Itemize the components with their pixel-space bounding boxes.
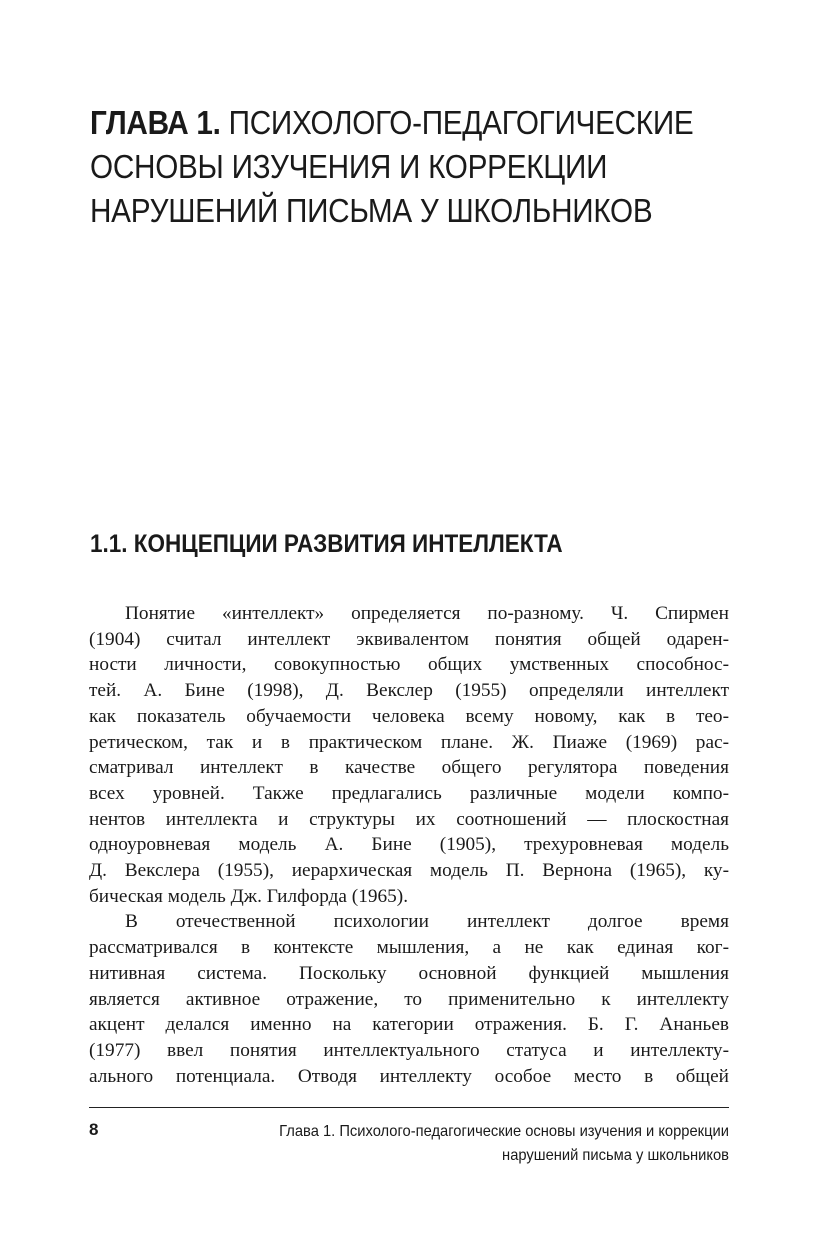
text-line: нентов интеллекта и структуры их соотношений — плоскостная	[89, 808, 729, 830]
text-line: бическая модель Дж. Гилфорда (1965).	[89, 885, 409, 907]
chapter-title-line: ПСИХОЛОГО-ПЕДАГОГИЧЕСКИЕ	[228, 104, 694, 141]
chapter-number: ГЛАВА 1.	[90, 104, 221, 141]
body-text	[89, 601, 729, 1089]
text-line: Д. Векслера (1955), иерархическая модель П. Вернона (1965), ку-	[89, 860, 729, 882]
text-line: (1904) считал интеллект эквивалентом понятия общей одарен-	[89, 628, 729, 650]
text-line: как показатель обучаемости человека всему новому, как в тео-	[89, 705, 729, 727]
running-header-line: Глава 1. Психолого-педагогические основы изучения и коррекции	[279, 1123, 729, 1140]
text-line: (1977) ввел понятия интеллектуального статуса и интеллекту-	[89, 1039, 729, 1061]
text-line: является активное отражение, то применительно к интеллекту	[89, 988, 729, 1010]
text-line: сматривал интеллект в качестве общего регулятора поведения	[89, 757, 729, 779]
text-line: акцент делался именно на категории отражения. Б. Г. Ананьев	[89, 1014, 729, 1036]
running-header-line: нарушений письма у школьников	[502, 1147, 729, 1164]
footer-divider	[89, 1107, 729, 1108]
text-line: нитивная система. Поскольку основной функцией мышления	[89, 962, 729, 984]
section-title: 1.1. КОНЦЕПЦИИ РАЗВИТИЯ ИНТЕЛЛЕКТА	[90, 530, 563, 558]
text-line: В отечественной психологии интеллект долгое время	[125, 911, 729, 933]
paragraph	[89, 909, 729, 1089]
text-line: всех уровней. Также предлагались различные модели компо-	[89, 782, 729, 804]
text-line: одноуровневая модель А. Бине (1905), трехуровневая модель	[89, 834, 729, 856]
text-line: рассматривался в контексте мышления, а не как единая ког-	[89, 937, 729, 959]
text-line: ального потенциала. Отводя интеллекту особое место в общей	[89, 1065, 729, 1087]
chapter-title	[90, 101, 694, 233]
text-line: ретическом, так и в практическом плане. Ж. Пиаже (1969) рас-	[89, 731, 729, 753]
chapter-title-line: ОСНОВЫ ИЗУЧЕНИЯ И КОРРЕКЦИИ	[90, 148, 608, 185]
text-line: Понятие «интеллект» определяется по-разному. Ч. Спирмен	[125, 603, 729, 624]
page-number: 8	[89, 1120, 99, 1139]
text-line: ности личности, совокупностью общих умственных способнос-	[89, 654, 729, 676]
text-line: тей. А. Бине (1998), Д. Векслер (1955) определяли интеллект	[89, 680, 729, 702]
running-header	[279, 1120, 729, 1168]
chapter-title-line: НАРУШЕНИЙ ПИСЬМА У ШКОЛЬНИКОВ	[90, 192, 653, 229]
paragraph	[89, 601, 729, 909]
